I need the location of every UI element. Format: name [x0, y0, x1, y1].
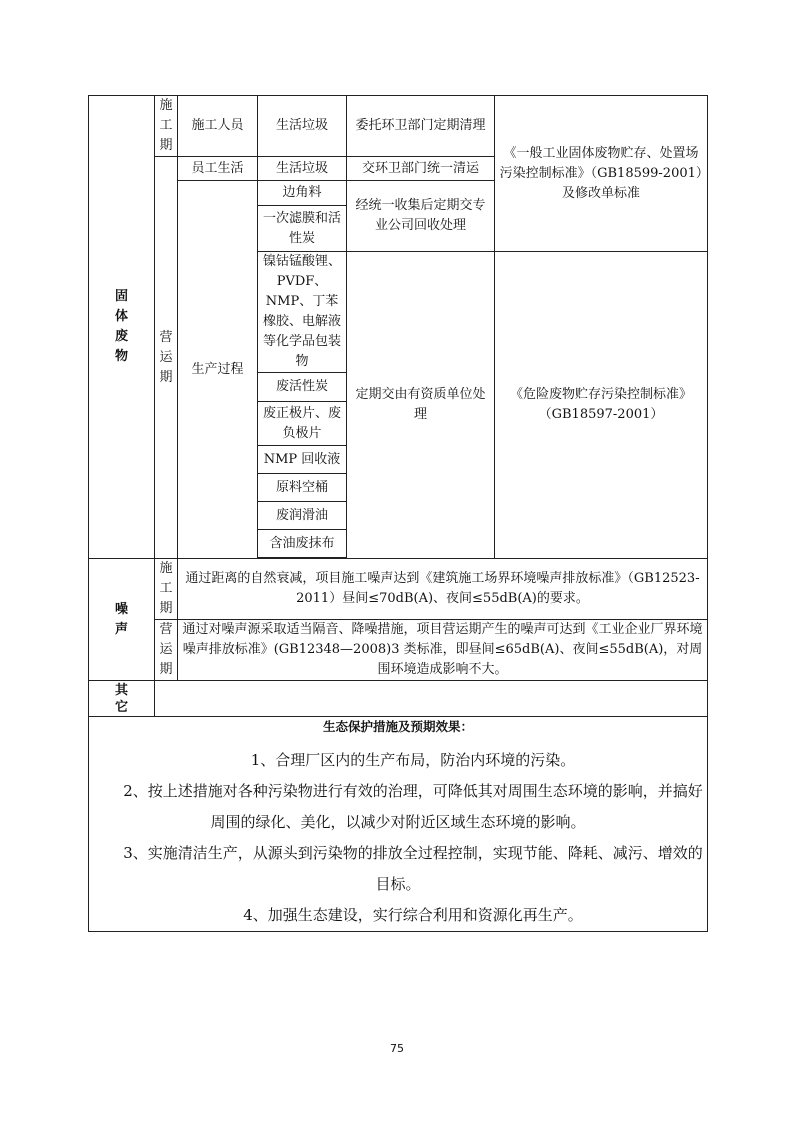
noise-operation-phase-label: 营 运 期 — [155, 620, 178, 681]
waste-type: 一次滤膜和活性炭 — [258, 206, 347, 252]
waste-type: 原料空桶 — [258, 474, 347, 502]
page-number: 75 — [390, 1042, 404, 1055]
noise-category: 噪 声 — [89, 559, 155, 681]
hazardous-waste-standard: 《危险废物贮存污染控制标准》（GB18597-2001） — [495, 252, 708, 559]
waste-type: 镍钴锰酸锂、PVDF、NMP、丁苯橡胶、电解液等化学品包装物 — [258, 252, 347, 373]
ecology-item: 1、合理厂区内的生产布局，防治内环境的污染。 — [250, 751, 576, 769]
operation-phase-label: 营 运 期 — [155, 157, 178, 559]
table-row — [89, 620, 708, 681]
ecology-heading: 生态保护措施及预期效果： — [322, 719, 473, 734]
table-row — [89, 559, 708, 620]
waste-type: NMP 回收液 — [258, 446, 347, 474]
other-category: 其 它 — [89, 681, 155, 717]
hazardous-waste-disposal: 定期交由有资质单位处理 — [347, 252, 495, 559]
other-content — [155, 681, 708, 717]
waste-type: 废活性炭 — [258, 373, 347, 402]
waste-type: 含油废抹布 — [258, 530, 347, 558]
general-waste-standard: 《一般工业固体废物贮存、处置场污染控制标准》（GB18599-2001）及修改单标准 — [495, 96, 708, 252]
ecology-item: 2、按上述措施对各种污染物进行有效的治理，可降低其对周围生态环境的影响，并搞好周围的绿化、美化，以减少对附近区域生态环境的影响。 — [123, 782, 703, 831]
waste-type: 边角料 — [258, 181, 347, 206]
ecology-item: 4、加强生态建设，实行综合利用和资源化再生产。 — [243, 906, 583, 924]
noise-construction-phase-label: 施 工 期 — [155, 559, 178, 620]
noise-operation-text: 通过对噪声源采取适当隔音、降噪措施，项目营运期产生的噪声可达到《工业企业厂界环境噪声排放标准》(GB12348—2008)3 类标准，即昼间≤65dB(A)、夜间≤55dB(A)，对周围环境造成影响不大。 — [178, 620, 708, 681]
waste-type: 生活垃圾 — [258, 157, 347, 181]
disposal-method: 交环卫部门统一清运 — [347, 157, 495, 181]
ecology-item: 3、实施清洁生产，从源头到污染物的排放全过程控制，实现节能、降耗、减污、增效的目标。 — [123, 844, 703, 893]
waste-source: 施工人员 — [178, 96, 258, 157]
environment-measures-table — [88, 95, 708, 932]
disposal-method: 委托环卫部门定期清理 — [347, 96, 495, 157]
waste-type: 生活垃圾 — [258, 96, 347, 157]
table-row — [89, 681, 708, 717]
production-process-source: 生产过程 — [178, 181, 258, 559]
waste-type: 废正极片、废负极片 — [258, 402, 347, 446]
waste-type: 废润滑油 — [258, 502, 347, 530]
general-waste-disposal: 经统一收集后定期交专业公司回收处理 — [347, 181, 495, 252]
construction-phase-label: 施 工 期 — [155, 96, 178, 157]
solid-waste-category: 固 体 废 物 — [89, 96, 155, 559]
waste-source: 员工生活 — [178, 157, 258, 181]
noise-construction-text: 通过距离的自然衰减，项目施工噪声达到《建筑施工场界环境噪声排放标准》（GB12523-2011）昼间≤70dB(A)、夜间≤55dB(A)的要求。 — [178, 559, 708, 620]
table-row — [89, 96, 708, 157]
table-row — [89, 717, 708, 932]
ecology-section — [89, 717, 708, 932]
